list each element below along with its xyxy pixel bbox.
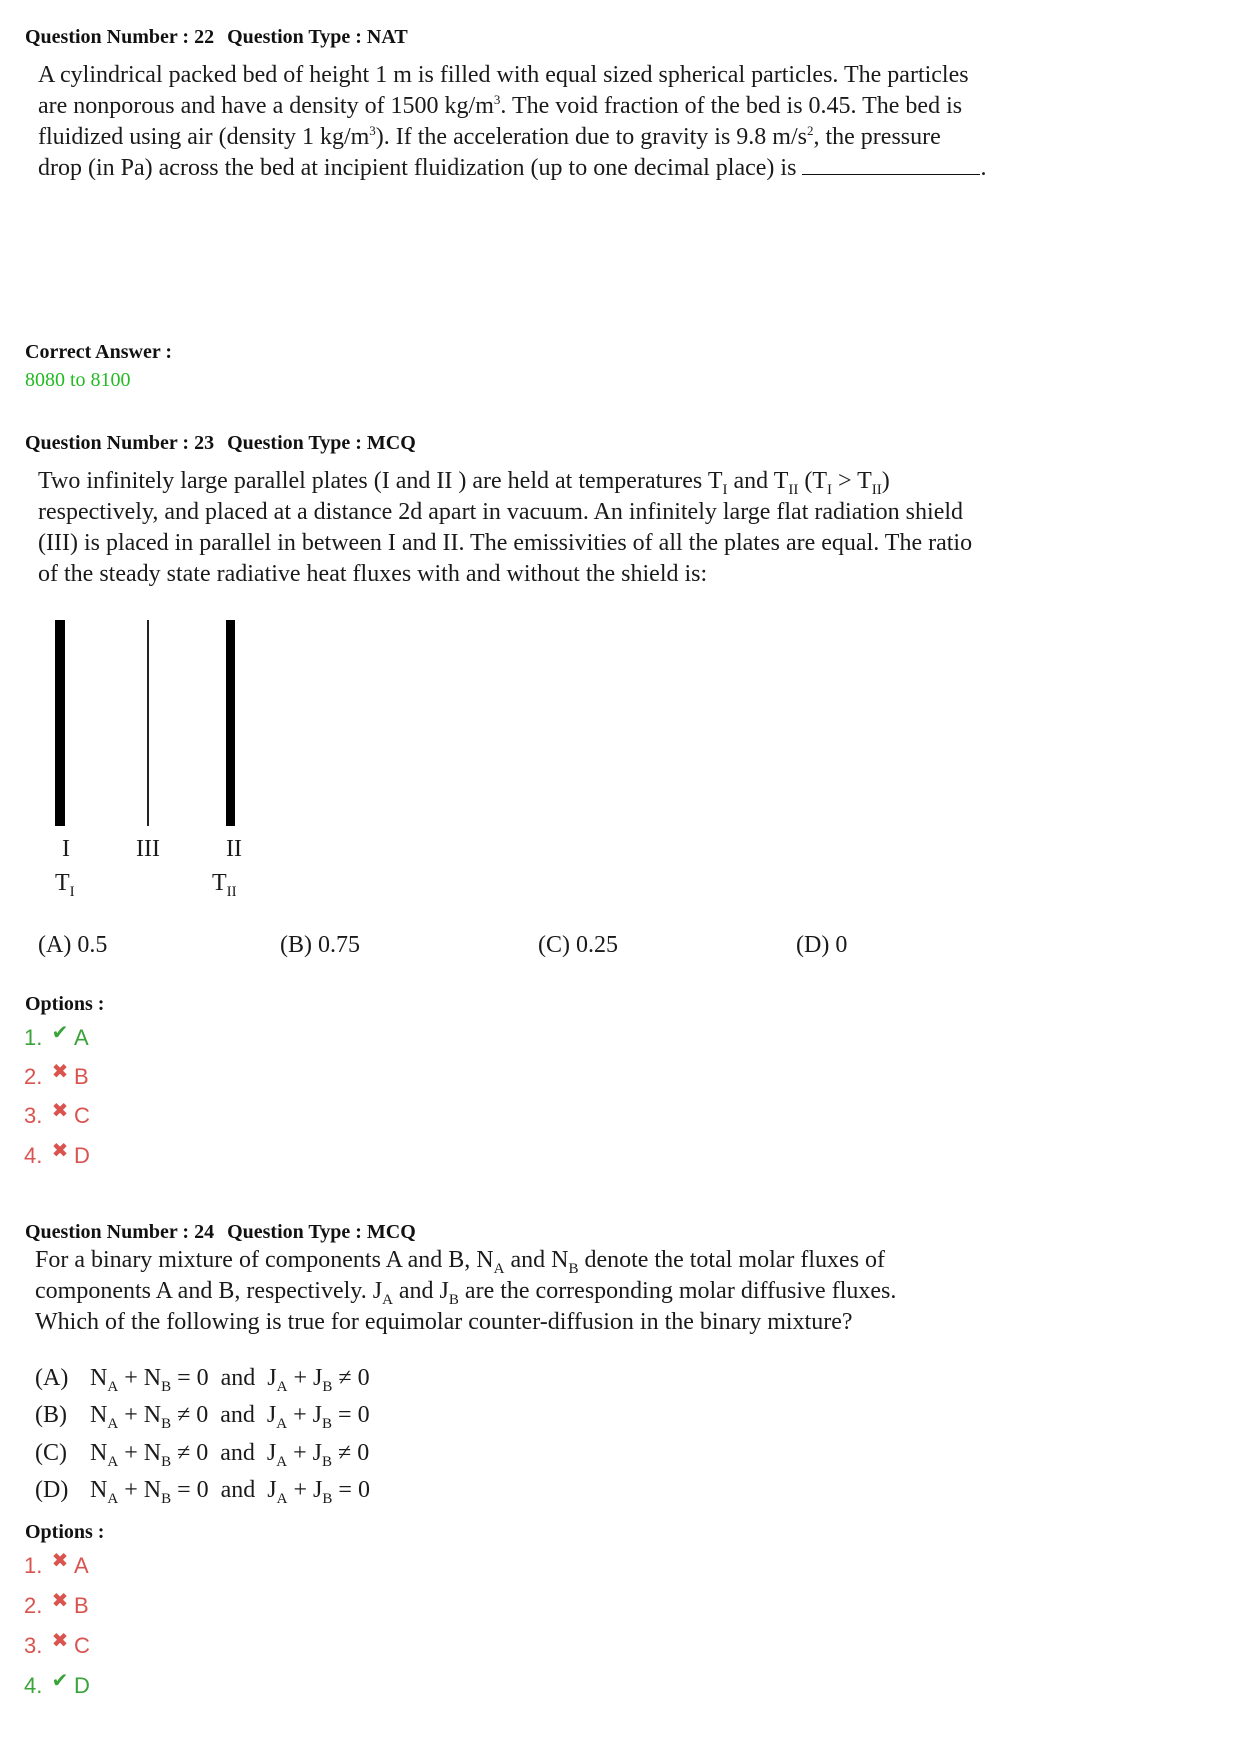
q24-choice-c: (C) $N_A + N_B \ne 0$ and $J_A + J_B \ne 0$ <box>35 1440 370 1470</box>
q23-options-label: Options : <box>25 993 105 1015</box>
correct-answer-value: 8080 to 8100 <box>25 369 131 391</box>
q23-line-3: (III) is placed in parallel in between I and II. The emissivities of all the plates are equal. The ratio <box>38 530 973 556</box>
answer-blank <box>802 154 980 175</box>
q24-option-1: 1. ✖ A <box>24 1550 89 1578</box>
q23-number: Question Number : 23 <box>25 432 215 454</box>
plate-I-label: I <box>62 836 70 862</box>
q24-options-label: Options : <box>25 1521 105 1543</box>
q23-option-2: 2. ✖ B <box>24 1061 89 1089</box>
q24-choice-a: (A) $N_A + N_B = 0$ and $J_A + J_B \ne 0$ <box>35 1365 370 1395</box>
q24-choice-d: (D) $N_A + N_B = 0$ and $J_A + J_B = 0$ <box>35 1477 370 1507</box>
q22-header <box>25 26 416 49</box>
q23-choice-b: (B) 0.75 <box>280 932 360 958</box>
q23-header <box>25 432 424 455</box>
q22-line-1: A cylindrical packed bed of height 1 m is filled with equal sized spherical particles. The particles <box>38 62 969 88</box>
q22-line-4: drop (in Pa) across the bed at incipient fluidization (up to one decimal place) is . <box>38 155 987 181</box>
q22-line-3: fluidized using air (density 1 $kg/m^3$). If the acceleration due to gravity is 9.8 $m/s^2$, the pressure <box>38 123 941 150</box>
cross-icon: ✖ <box>51 1061 69 1083</box>
plate-III-label: III <box>136 836 160 862</box>
q22-type: Question Type : NAT <box>227 26 408 48</box>
q23-type: Question Type : MCQ <box>227 432 416 454</box>
q23-choice-d: (D) 0 <box>796 932 848 958</box>
temp-I-label: $T_I$ <box>55 870 75 900</box>
q23-text <box>38 466 972 590</box>
q22-number: Question Number : 22 <box>25 26 215 48</box>
q23-line-1: Two infinitely large parallel plates (I and II ) are held at temperatures $T_I$ and $T_{II}$ $(T_I > T_{II})$ <box>38 468 890 498</box>
q24-text <box>35 1245 896 1338</box>
q23-line-2: respectively, and placed at a distance 2d apart in vacuum. An infinitely large flat radiation shield <box>38 499 964 525</box>
q22-line-2: are nonporous and have a density of 1500 $kg/m^3$. The void fraction of the bed is 0.45. The bed is <box>38 92 963 119</box>
cross-icon: ✖ <box>51 1630 69 1652</box>
q22-text <box>38 60 986 184</box>
q23-choice-c: (C) 0.25 <box>538 932 618 958</box>
q24-header <box>25 1221 424 1244</box>
q24-option-3: 3. ✖ C <box>24 1630 90 1658</box>
q23-choice-a: (A) 0.5 <box>38 932 108 958</box>
plate-II <box>226 620 235 826</box>
q24-option-2: 2. ✖ B <box>24 1590 89 1618</box>
cross-icon: ✖ <box>51 1100 69 1122</box>
q23-line-4: of the steady state radiative heat fluxes with and without the shield is: <box>38 561 708 587</box>
q24-choice-b: (B) $N_A + N_B \ne 0$ and $J_A + J_B = 0$ <box>35 1402 370 1432</box>
q24-line-1: For a binary mixture of components A and B, $N_A$ and $N_B$ denote the total molar fluxes of <box>35 1247 886 1277</box>
cross-icon: ✖ <box>51 1550 69 1572</box>
q24-number: Question Number : 24 <box>25 1221 215 1243</box>
q24-type: Question Type : MCQ <box>227 1221 416 1243</box>
q24-line-2: components A and B, respectively. $J_A$ and $J_B$ are the corresponding molar diffusive fluxes. <box>35 1278 897 1308</box>
cross-icon: ✖ <box>51 1590 69 1612</box>
q23-option-4: 4. ✖ D <box>24 1140 90 1168</box>
check-icon: ✔ <box>51 1022 69 1044</box>
q23-option-1: 1. ✔ A <box>24 1022 89 1050</box>
check-icon: ✔ <box>51 1670 69 1692</box>
q24-option-4: 4. ✔ D <box>24 1670 90 1698</box>
temp-II-label: $T_{II}$ <box>212 870 237 900</box>
correct-answer-label: Correct Answer : <box>25 341 172 363</box>
cross-icon: ✖ <box>51 1140 69 1162</box>
q24-line-3: Which of the following is true for equimolar counter-diffusion in the binary mixture? <box>35 1309 853 1335</box>
plate-I <box>55 620 65 826</box>
plate-III-shield <box>147 620 149 826</box>
q23-option-3: 3. ✖ C <box>24 1100 90 1128</box>
plate-II-label: II <box>226 836 242 862</box>
